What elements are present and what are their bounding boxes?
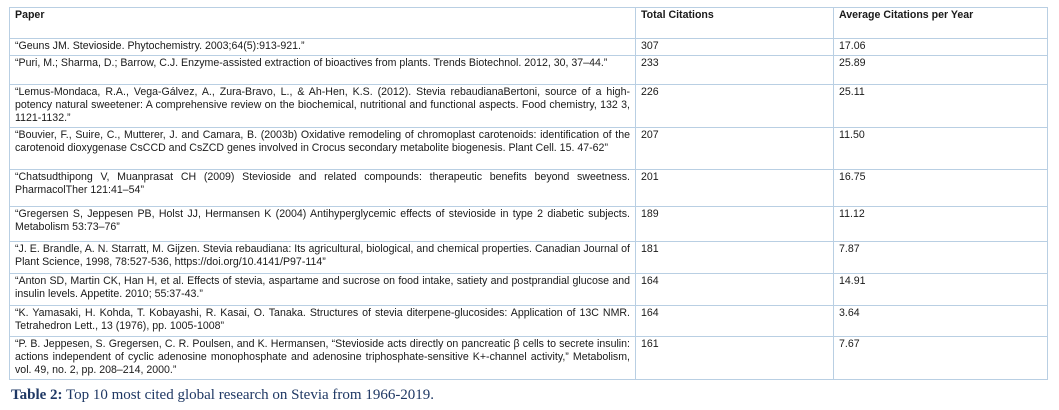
average-citations-cell: 7.67 xyxy=(834,337,1048,380)
paper-cell: “Puri, M.; Sharma, D.; Barrow, C.J. Enzyme-assisted extraction of bioactives from plants. Trends Biotechnol. 2012, 30, 37–44.” xyxy=(10,56,636,85)
average-citations-cell: 11.50 xyxy=(834,128,1048,170)
total-citations-cell: 233 xyxy=(636,56,834,85)
header-total-citations: Total Citations xyxy=(636,8,834,39)
paper-cell: “Bouvier, F., Suire, C., Mutterer, J. and Camara, B. (2003b) Oxidative remodeling of chromoplast carotenoids: identification of the carotenoid dioxygenase CsCCD and CsZCD genes involved in Crocus secondary metabolite biogenesis. Plant Cell. 15. 47-62” xyxy=(10,128,636,170)
paper-cell: “Chatsudthipong V, Muanprasat CH (2009) Stevioside and related compounds: therapeutic benefits beyond sweetness. PharmacolTher 121:41–54” xyxy=(10,170,636,207)
table-header-row xyxy=(10,8,1048,39)
caption-label: Table 2: xyxy=(11,387,63,403)
table-row xyxy=(10,274,1048,306)
header-average-citations: Average Citations per Year xyxy=(834,8,1048,39)
paper-cell: “J. E. Brandle, A. N. Starratt, M. Gijzen. Stevia rebaudiana: Its agricultural, biological, and chemical properties. Canadian Journal of Plant Science, 1998, 78:527-536, https://doi.org/10.4141/P97-114” xyxy=(10,242,636,274)
table-row xyxy=(10,337,1048,380)
paper-cell: “K. Yamasaki, H. Kohda, T. Kobayashi, R. Kasai, O. Tanaka. Structures of stevia diterpene-glucosides: Application of 13C NMR. Tetrahedron Lett., 13 (1976), pp. 1005-1008” xyxy=(10,306,636,337)
paper-cell: “Geuns JM. Stevioside. Phytochemistry. 2003;64(5):913-921.” xyxy=(10,39,636,56)
paper-cell: “Lemus-Mondaca, R.A., Vega-Gálvez, A., Zura-Bravo, L., & Ah-Hen, K.S. (2012). Stevia rebaudianaBertoni, source of a high-potency natural sweetener: A comprehensive review on the biochemical, nutritional and functional aspects. Food chemistry, 132 3, 1121-1132.” xyxy=(10,85,636,128)
table-row xyxy=(10,306,1048,337)
total-citations-cell: 164 xyxy=(636,274,834,306)
paper-cell: “P. B. Jeppesen, S. Gregersen, C. R. Poulsen, and K. Hermansen, “Stevioside acts directly on pancreatic β cells to secrete insulin: actions independent of cyclic adenosine monophosphate and adenosine triphosphate-sensitive K+-channel activity,” Metabolism, vol. 49, no. 2, pp. 208–214, 2000.” xyxy=(10,337,636,380)
citations-table xyxy=(9,7,1048,380)
table-row xyxy=(10,128,1048,170)
table-row xyxy=(10,207,1048,242)
table-row xyxy=(10,242,1048,274)
total-citations-cell: 181 xyxy=(636,242,834,274)
average-citations-cell: 16.75 xyxy=(834,170,1048,207)
average-citations-cell: 7.87 xyxy=(834,242,1048,274)
citations-table-container xyxy=(9,7,1047,380)
total-citations-cell: 164 xyxy=(636,306,834,337)
total-citations-cell: 201 xyxy=(636,170,834,207)
total-citations-cell: 189 xyxy=(636,207,834,242)
header-paper: Paper xyxy=(10,8,636,39)
paper-cell: “Gregersen S, Jeppesen PB, Holst JJ, Hermansen K (2004) Antihyperglycemic effects of stevioside in type 2 diabetic subjects. Metabolism 53:73–76” xyxy=(10,207,636,242)
table-row xyxy=(10,170,1048,207)
total-citations-cell: 226 xyxy=(636,85,834,128)
table-row xyxy=(10,85,1048,128)
average-citations-cell: 17.06 xyxy=(834,39,1048,56)
total-citations-cell: 307 xyxy=(636,39,834,56)
caption-text: Top 10 most cited global research on Stevia from 1966-2019. xyxy=(62,387,435,403)
average-citations-cell: 11.12 xyxy=(834,207,1048,242)
table-row xyxy=(10,56,1048,85)
table-caption xyxy=(11,387,434,404)
total-citations-cell: 207 xyxy=(636,128,834,170)
average-citations-cell: 3.64 xyxy=(834,306,1048,337)
average-citations-cell: 25.89 xyxy=(834,56,1048,85)
average-citations-cell: 14.91 xyxy=(834,274,1048,306)
average-citations-cell: 25.11 xyxy=(834,85,1048,128)
table-row xyxy=(10,39,1048,56)
total-citations-cell: 161 xyxy=(636,337,834,380)
paper-cell: “Anton SD, Martin CK, Han H, et al. Effects of stevia, aspartame and sucrose on food intake, satiety and postprandial glucose and insulin levels. Appetite. 2010; 55:37-43.” xyxy=(10,274,636,306)
